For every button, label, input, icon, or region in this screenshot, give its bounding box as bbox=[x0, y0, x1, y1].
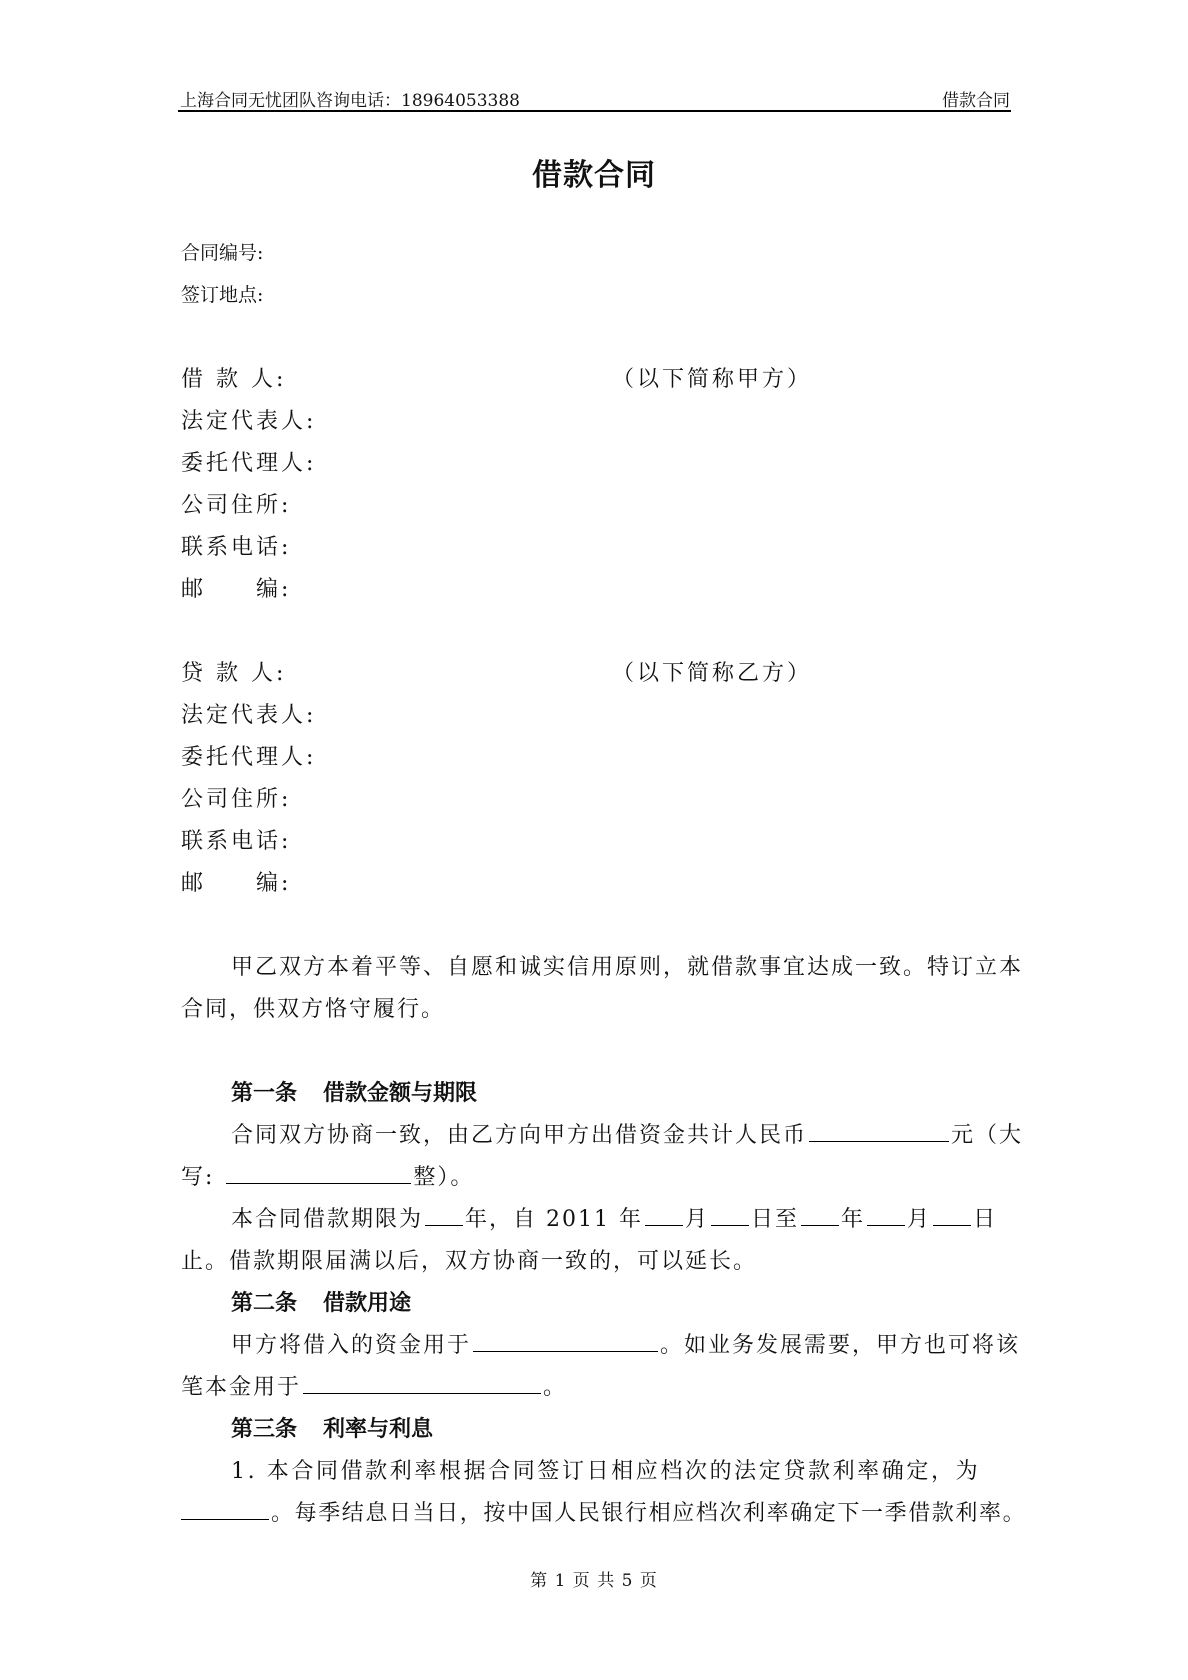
article-1-term-line bbox=[231, 1202, 997, 1233]
article-1-number: 第一条 bbox=[231, 1080, 298, 1106]
purpose-text-a: 甲方将借入的资金用于 bbox=[231, 1333, 472, 1358]
alt-purpose-text: 笔本金用于 bbox=[181, 1375, 302, 1400]
amount-words-suffix: 整）。 bbox=[413, 1165, 475, 1190]
preamble-line-2: 合同，供双方恪守履行。 bbox=[181, 997, 446, 1022]
borrower-address: 公司住所: bbox=[181, 493, 292, 518]
header-consult-phone: 上海合同无忧团队咨询电话：18964053388 bbox=[180, 91, 520, 111]
contract-number-label: 合同编号: bbox=[181, 242, 264, 264]
amount-words-label: 写: bbox=[181, 1165, 215, 1190]
article-1-amount-text: 合同双方协商一致，由乙方向甲方出借资金共计人民币 bbox=[231, 1123, 808, 1148]
borrower-agent: 委托代理人: bbox=[181, 451, 317, 476]
term-years-blank[interactable] bbox=[425, 1203, 463, 1226]
article-2-heading bbox=[231, 1286, 411, 1317]
term-text-d: 日至 bbox=[751, 1207, 800, 1232]
purpose-blank[interactable] bbox=[473, 1329, 658, 1352]
term-text-c: 月 bbox=[685, 1207, 710, 1232]
article-1-heading bbox=[231, 1076, 477, 1107]
article-3-heading bbox=[231, 1412, 433, 1443]
article-3-number: 第三条 bbox=[231, 1416, 298, 1442]
lender-agent: 委托代理人: bbox=[181, 745, 317, 770]
header-rule bbox=[178, 110, 1011, 112]
article-2-number: 第二条 bbox=[231, 1290, 298, 1316]
end-day-blank[interactable] bbox=[933, 1203, 971, 1226]
alt-purpose-end: 。 bbox=[543, 1375, 568, 1400]
lender-postcode: 邮 编: bbox=[181, 871, 292, 896]
article-3-title: 利率与利息 bbox=[323, 1416, 434, 1442]
purpose-text-b: 。如业务发展需要，甲方也可将该 bbox=[660, 1333, 1021, 1358]
article-2-purpose-line bbox=[231, 1328, 1020, 1359]
lender-label: 贷 款 人: bbox=[181, 661, 287, 686]
page-title: 借款合同 bbox=[532, 158, 656, 193]
header-doc-name: 借款合同 bbox=[942, 91, 1010, 111]
article-1-amount-unit: 元（大 bbox=[951, 1123, 1024, 1148]
rate-blank[interactable] bbox=[181, 1497, 269, 1520]
preamble-line-1: 甲乙双方本着平等、自愿和诚实信用原则，就借款事宜达成一致。特订立本 bbox=[231, 955, 1024, 980]
borrower-label: 借 款 人: bbox=[181, 367, 287, 392]
amount-figure-blank[interactable] bbox=[809, 1119, 949, 1142]
term-text-g: 日 bbox=[973, 1207, 998, 1232]
end-month-blank[interactable] bbox=[867, 1203, 905, 1226]
start-day-blank[interactable] bbox=[711, 1203, 749, 1226]
borrower-phone: 联系电话: bbox=[181, 535, 292, 560]
term-text-b: 年，自 2011 年 bbox=[465, 1207, 643, 1232]
rate-text: 。每季结息日当日，按中国人民银行相应档次利率确定下一季借款利率。 bbox=[271, 1501, 1027, 1526]
lender-legal-rep: 法定代表人: bbox=[181, 703, 317, 728]
article-3-rate-line: 1. 本合同借款利率根据合同签订日相应档次的法定贷款利率确定，为 bbox=[231, 1459, 981, 1484]
article-1-title: 借款金额与期限 bbox=[323, 1080, 478, 1106]
article-2-title: 借款用途 bbox=[323, 1290, 412, 1316]
term-text-a: 本合同借款期限为 bbox=[231, 1207, 424, 1232]
lender-abbr: （以下简称乙方） bbox=[612, 661, 813, 686]
start-month-blank[interactable] bbox=[645, 1203, 683, 1226]
alt-purpose-blank[interactable] bbox=[303, 1371, 541, 1394]
borrower-legal-rep: 法定代表人: bbox=[181, 409, 317, 434]
sign-place-label: 签订地点: bbox=[181, 284, 264, 306]
article-3-rate-line-2 bbox=[181, 1496, 1026, 1527]
amount-words-blank[interactable] bbox=[226, 1161, 411, 1184]
article-1-extension-line: 止。借款期限届满以后，双方协商一致的，可以延长。 bbox=[181, 1249, 758, 1274]
term-text-f: 月 bbox=[907, 1207, 932, 1232]
article-1-amount-words-line bbox=[181, 1160, 474, 1191]
borrower-abbr: （以下简称甲方） bbox=[612, 367, 813, 392]
lender-address: 公司住所: bbox=[181, 787, 292, 812]
article-2-alt-purpose-line bbox=[181, 1370, 567, 1401]
end-year-blank[interactable] bbox=[801, 1203, 839, 1226]
borrower-postcode: 邮 编: bbox=[181, 577, 292, 602]
term-text-e: 年 bbox=[841, 1207, 866, 1232]
lender-phone: 联系电话: bbox=[181, 829, 292, 854]
article-1-amount-line bbox=[231, 1118, 1023, 1149]
page-number: 第 1 页 共 5 页 bbox=[530, 1571, 658, 1591]
